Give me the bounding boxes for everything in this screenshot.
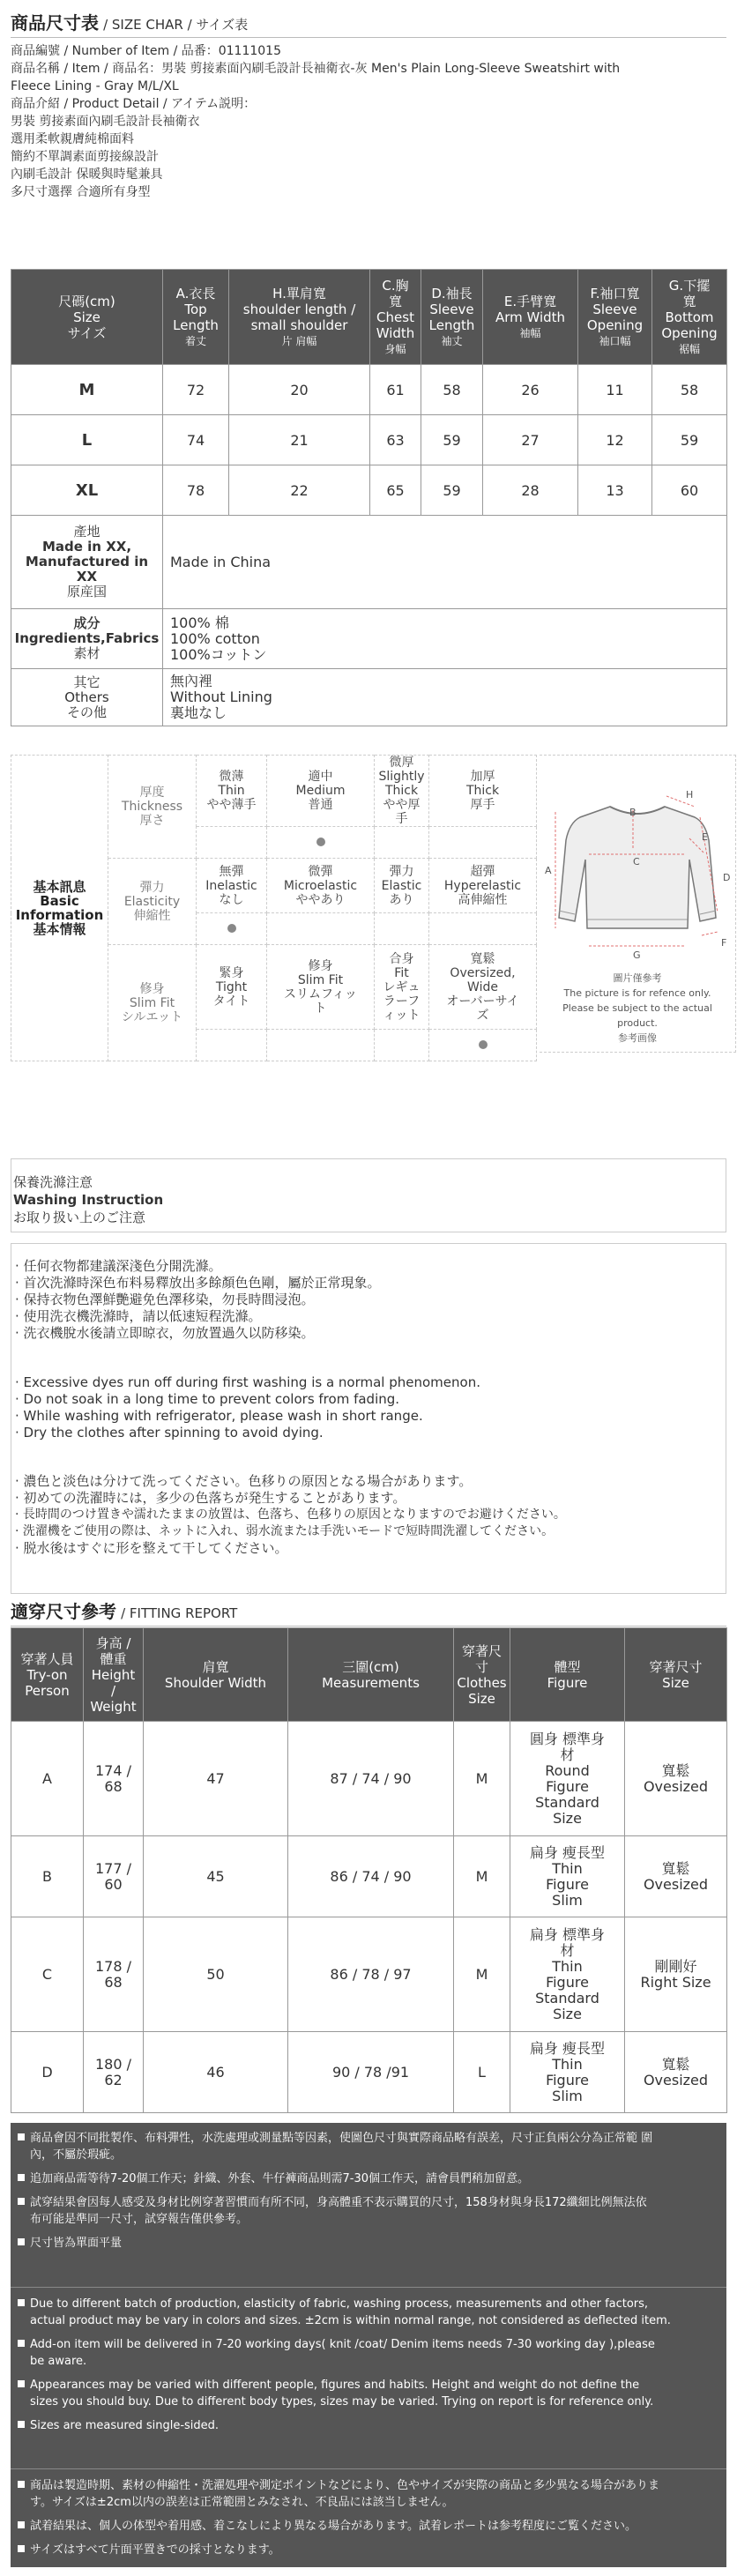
elastic-option-inelastic: 無彈 Inelastic なし xyxy=(197,859,267,913)
bullet-icon xyxy=(18,2521,25,2528)
fitting-table-header xyxy=(11,1628,727,1722)
table-row: D 180 / 62 46 90 / 78 /91 L 扁身 瘦長型 Thin Figure Slim 寬鬆 Ovesized xyxy=(11,2032,727,2113)
col-header-figure: 體型 Figure xyxy=(510,1628,625,1722)
other-value: 無內裡 Without Lining 裏地なし xyxy=(163,669,727,726)
thickness-option-slightly-thick: 微厚 Slightly Thick やや厚 手 xyxy=(375,756,429,827)
bullet-icon xyxy=(18,2198,25,2205)
washing-zh: · 任何衣物都建議深淺色分開洗滌。 · 首次洗滌時深色布料易釋放出多餘顏色色剛，屬於正常現象。 · 保持衣物色澤鮮艷避免色澤移染，勿長時間浸泡。 · 使用洗衣機洗滌時，請以低速短程洗滌。 · 洗衣機脫水後請立即晾衣，勿放置過久以防移染。 xyxy=(15,1258,381,1341)
detail-line: 選用柔軟親膚純棉面料 xyxy=(11,132,134,146)
col-header-size: 尺碼(cm) Size サイズ xyxy=(11,270,163,365)
basic-info-label: 基本訊息 Basic Information 基本情報 xyxy=(11,756,108,1061)
col-header-bottom: G.下擺 寬 Bottom Opening 裾幅 xyxy=(652,270,727,365)
notes-panel xyxy=(11,2123,726,2567)
notes-en: Due to different batch of production, elasticity of fabric, washing process, measurements and other factors, actual product may be vary in colors and sizes. ±2cm is within normal range, not considered as deflected item. Add-on item will be delivered in 7-20 working days( knit /coat/ Denim items needs 7-30 working day ),please be aware. Appearances may be varied with different people, figures and habits. Height and weight do not define the sizes you should buy. Due to different body types, sizes may be varied. Trying on report is for reference only. Sizes are measured single-sided. xyxy=(18,2296,671,2434)
other-label: 其它 Others その他 xyxy=(11,669,163,726)
size-table-header xyxy=(11,270,727,365)
divider xyxy=(11,1626,726,1627)
elastic-option-micro: 微彈 Microelastic ややあり xyxy=(267,859,375,913)
label-b: B xyxy=(629,807,636,818)
fit-label: 修身 Slim Fit シルエット xyxy=(108,945,197,1061)
table-row: M 72 20 61 58 26 11 58 xyxy=(11,365,727,415)
label-h: H xyxy=(686,789,694,800)
col-header-height-weight: 身高 / 體重 Height / Weight xyxy=(84,1628,144,1722)
item-name: 商品名稱 / Item / 商品名：男裝 剪接素面內刷毛設計長袖衛衣-灰 Men's Plain Long-Sleeve Sweatshirt with xyxy=(11,62,621,76)
table-row: B 177 / 60 45 86 / 74 / 90 M 扁身 瘦長型 Thin Figure Slim 寬鬆 Ovesized xyxy=(11,1836,727,1917)
bullet-icon xyxy=(18,2133,25,2140)
table-row: L 74 21 63 59 27 12 59 xyxy=(11,415,727,465)
divider xyxy=(11,2287,726,2288)
item-number: 商品編號 / Number of Item / 品番：01111015 xyxy=(11,44,281,58)
fit-option-oversized: 寬鬆 Oversized, Wide オーバーサイ ズ xyxy=(429,945,537,1030)
elasticity-label: 彈力 Elasticity 伸縮性 xyxy=(108,859,197,945)
col-header-cuff: F.袖口寬 Sleeve Opening 袖口幅 xyxy=(578,270,652,365)
origin-label: 產地 Made in XX, Manufactured in XX 原産国 xyxy=(11,516,163,609)
fit-option-tight: 緊身 Tight タイト xyxy=(197,945,267,1030)
table-row: XL 78 22 65 59 28 13 60 xyxy=(11,465,727,516)
detail-line: 簡約不單調素面剪接線設計 xyxy=(11,150,159,164)
washing-title-zh: 保養洗滌注意 xyxy=(13,1174,93,1190)
washing-en: · Excessive dyes run off during first washing is a normal phenomenon. · Do not soak in a long time to prevent colors from fading. · While washing with refrigerator, please wash in short range. · Dry the clothes after spinning to avoid dying. xyxy=(15,1374,480,1441)
thickness-option-thin: 微薄 Thin やや薄手 xyxy=(197,756,267,827)
divider xyxy=(11,2468,726,2469)
selected-dot xyxy=(479,1040,488,1049)
diagram-caption: 圖片僅參考 The picture is for refence only. Please be subject to the actual product. 参考画像 xyxy=(562,972,712,1044)
label-a: A xyxy=(545,865,552,876)
divider xyxy=(11,37,726,38)
label-f: F xyxy=(721,937,727,949)
product-details xyxy=(11,42,620,201)
size-table xyxy=(11,269,727,726)
item-name-cont: Fleece Lining - Gray M/L/XL xyxy=(11,79,179,93)
bullet-icon xyxy=(18,2174,25,2181)
col-header-arm: E.手臂寬 Arm Width 袖幅 xyxy=(483,270,578,365)
col-header-measurements: 三圍(cm) Measurements xyxy=(288,1628,454,1722)
size-chart-title: 商品尺寸表 xyxy=(11,12,99,34)
fabric-row xyxy=(11,609,727,669)
table-row: C 178 / 68 50 86 / 78 / 97 M 扁身 標準身 材 Thin Figure Standard Size 剛剛好 Right Size xyxy=(11,1917,727,2032)
thickness-label: 厚度 Thickness 厚さ xyxy=(108,756,197,859)
basic-info-table xyxy=(11,755,537,1061)
notes-zh: 商品會因不同批製作、布料彈性，水洗處理或測量點等因素，使圖色尺寸與實際商品略有誤差，尺寸正負兩公分為正常範 圍 內，不屬於瑕疵。 追加商品需等待7-20個工作天；針織、外套、牛仔褲商品則需7-30個工作天，請會員們稍加留意。 試穿結果會因每人感受及身材比例穿著習慣而有所不同，身高體重不表示購買的尺寸，158身材與身長172纖細比例無法依 布可能是準同一尺寸，試穿報告僅供參考。 尺寸皆為單面平量 xyxy=(18,2130,652,2252)
fitting-table xyxy=(11,1627,727,2113)
col-header-length: A.衣長 Top Length 着丈 xyxy=(163,270,229,365)
label-e: E xyxy=(702,831,708,843)
selected-dot xyxy=(316,838,325,846)
label-c: C xyxy=(633,856,640,867)
col-header-shoulder: 肩寬 Shoulder Width xyxy=(144,1628,288,1722)
washing-ja: · 濃色と淡色は分けて洗ってください。色移りの原因となる場合があります。 · 初めての洗濯時には，多少の色落ちが発生することがあります。 · 長時間のつけ置きや濡れたままの放置は、色落ち、色移りの原因となりますのでお避けください。 · 洗濯機をご使用の際は、ネットに入れ、弱水流または手洗いモードで短時間洗濯してください。 · 脱水後はすぐに形を整えて干してください。 xyxy=(15,1473,566,1556)
washing-title-box xyxy=(11,1158,726,1232)
washing-title-en: Washing Instruction xyxy=(13,1192,164,1208)
bullet-icon xyxy=(18,2340,25,2347)
col-header-chest: C.胸 寬 Chest Width 身幅 xyxy=(370,270,421,365)
washing-instructions-box xyxy=(11,1243,726,1594)
origin-row xyxy=(11,516,727,609)
origin-value: Made in China xyxy=(163,516,727,609)
bullet-icon xyxy=(18,2421,25,2428)
washing-title-ja: お取り扱い上のご注意 xyxy=(13,1210,146,1225)
fitting-title: 適穿尺寸參考 xyxy=(11,1601,116,1622)
detail-line: 男裝 剪接素面內刷毛設計長袖衛衣 xyxy=(11,115,200,129)
size-chart-subtitle: / SIZE CHAR / サイズ表 xyxy=(103,17,249,33)
col-header-clothes-size: 穿著尺 寸 Clothes Size xyxy=(454,1628,510,1722)
label-g: G xyxy=(633,949,641,961)
bullet-icon xyxy=(18,2238,25,2245)
selected-dot xyxy=(227,924,236,933)
garment-diagram xyxy=(540,755,736,1053)
detail-line: 多尺寸選擇 合適所有身型 xyxy=(11,185,151,199)
fit-option-slim: 修身 Slim Fit スリムフィッ ト xyxy=(267,945,375,1030)
col-header-person: 穿著人員 Try-on Person xyxy=(11,1628,84,1722)
notes-ja: 商品は製造時期、素材の伸縮性・洗濯処理や測定ポイントなどにより、色やサイズが実際の商品と多少異なる場合がありま す。サイズは±2cm以内の誤差は正常範囲とみなされ、不良品には該当しません。 試着結果は、個人の体型や着用感、着こなしにより異なる場合があります。試着レポートは参考程度にご覧ください。 サイズはすべて片面平置きでの採寸となります。 xyxy=(18,2477,659,2558)
thickness-option-medium: 適中 Medium 普通 xyxy=(267,756,375,827)
col-header-fit: 穿著尺寸 Size xyxy=(625,1628,727,1722)
label-d: D xyxy=(723,872,731,883)
elastic-option-elastic: 彈力 Elastic あり xyxy=(375,859,429,913)
size-chart-header xyxy=(11,9,248,34)
sweatshirt-diagram-icon xyxy=(540,761,735,972)
fabric-value: 100% 棉 100% cotton 100%コットン xyxy=(163,609,727,669)
bullet-icon xyxy=(18,2380,25,2387)
product-detail-label: 商品介紹 / Product Detail / アイテム説明： xyxy=(11,97,257,111)
fabric-label: 成分 Ingredients,Fabrics 素材 xyxy=(11,609,163,669)
table-row: A 174 / 68 47 87 / 74 / 90 M 圓身 標準身 材 Round Figure Standard Size 寬鬆 Ovesized xyxy=(11,1722,727,1836)
fitting-header xyxy=(11,1597,237,1623)
fit-option-fit: 合身 Fit レギュ ラーフ ィット xyxy=(375,945,429,1030)
thickness-option-thick: 加厚 Thick 厚手 xyxy=(429,756,537,827)
fitting-subtitle: / FITTING REPORT xyxy=(121,1605,238,1621)
detail-line: 內刷毛設計 保暖與時髦兼具 xyxy=(11,168,163,182)
bullet-icon xyxy=(18,2481,25,2488)
bullet-icon xyxy=(18,2545,25,2552)
bullet-icon xyxy=(18,2299,25,2306)
other-row xyxy=(11,669,727,726)
col-header-shoulder: H.單肩寬 shoulder length / small shoulder 片 肩幅 xyxy=(229,270,370,365)
col-header-sleeve: D.袖長 Sleeve Length 袖丈 xyxy=(421,270,483,365)
elastic-option-hyper: 超彈 Hyperelastic 高伸縮性 xyxy=(429,859,537,913)
